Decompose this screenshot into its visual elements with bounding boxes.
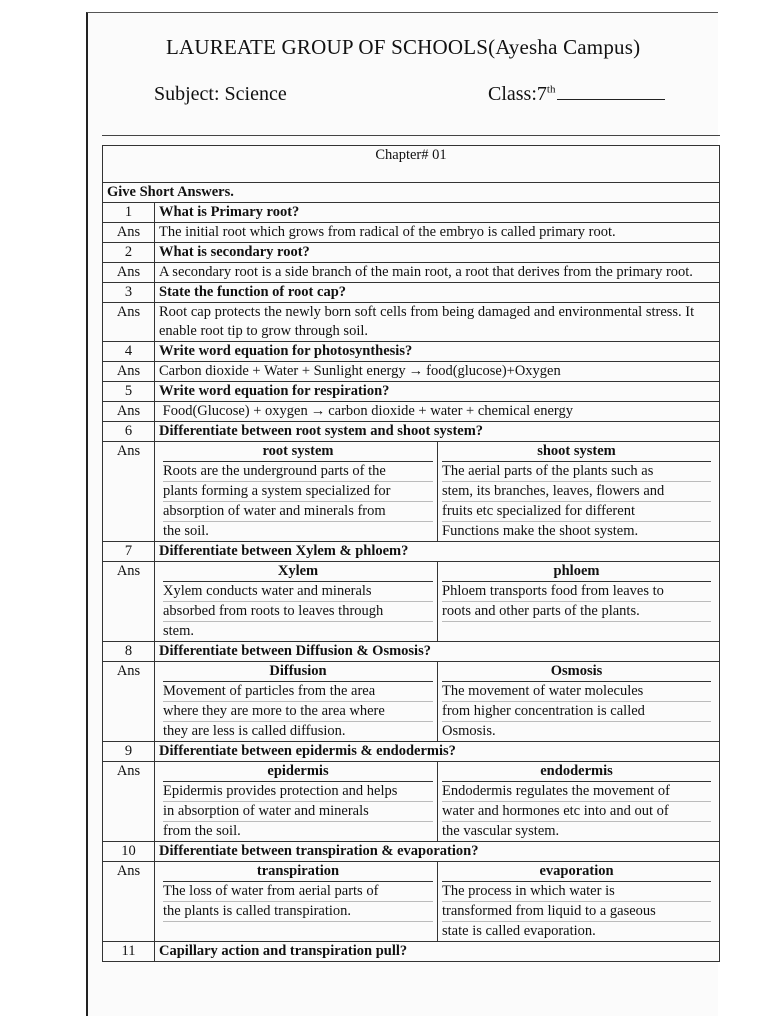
comparison-right-column — [437, 862, 715, 941]
comparison-right-heading: shoot system — [442, 442, 711, 462]
question-row — [103, 243, 720, 263]
comparison-line: stem. — [163, 623, 195, 639]
question-row — [103, 382, 720, 402]
comparison-table — [155, 862, 720, 942]
answer-text: The initial root which grows from radical of the embryo is called primary root. — [155, 223, 720, 243]
comparison-line — [442, 622, 711, 641]
comparison-left-column — [159, 762, 437, 841]
comparison-left-heading: epidermis — [163, 762, 433, 782]
comparison-table — [155, 662, 720, 742]
comparison-line: the soil. — [163, 523, 209, 539]
worksheet-page — [86, 12, 718, 1016]
answer-row — [103, 263, 720, 283]
comparison-line: Epidermis provides protection and helps — [163, 782, 433, 802]
answer-label: Ans — [103, 362, 155, 382]
comparison-line: Osmosis. — [442, 723, 496, 739]
comparison-line: plants forming a system specialized for — [163, 482, 433, 502]
answer-label: Ans — [103, 562, 155, 642]
equation-products: carbon dioxide + water + chemical energy — [328, 403, 573, 419]
question-number: 4 — [103, 342, 155, 362]
comparison-line: The loss of water from aerial parts of — [163, 882, 433, 902]
question-number: 2 — [103, 243, 155, 263]
class-blank-line — [557, 99, 665, 100]
question-text: Write word equation for respiration? — [155, 382, 720, 402]
comparison-right-heading: phloem — [442, 562, 711, 582]
answer-row — [103, 442, 720, 542]
comparison-line: Phloem transports food from leaves to — [442, 582, 711, 602]
question-text: What is secondary root? — [155, 243, 720, 263]
question-row — [103, 342, 720, 362]
answer-row — [103, 362, 720, 382]
question-row — [103, 422, 720, 442]
question-number: 11 — [103, 942, 155, 962]
answer-label: Ans — [103, 263, 155, 283]
answer-text: A secondary root is a side branch of the main root, a root that derives from the primary root. — [155, 263, 720, 283]
comparison-right-column — [437, 662, 715, 741]
answer-row — [103, 402, 720, 422]
equation — [155, 362, 720, 382]
school-name: LAUREATE GROUP OF SCHOOLS(Ayesha Campus) — [166, 35, 641, 59]
class-superscript: th — [546, 83, 556, 96]
header-divider — [102, 135, 720, 136]
question-number: 5 — [103, 382, 155, 402]
equation-reactants: Food(Glucose) + oxygen — [162, 403, 308, 419]
class-label — [488, 83, 665, 106]
comparison-table — [155, 442, 720, 542]
comparison-left-column — [159, 862, 437, 941]
answer-row — [103, 762, 720, 842]
comparison-line: from the soil. — [163, 823, 241, 839]
answer-label: Ans — [103, 762, 155, 842]
question-text: Differentiate between epidermis & endodermis? — [155, 742, 720, 762]
section-title: Give Short Answers. — [103, 183, 720, 203]
answer-label: Ans — [103, 442, 155, 542]
comparison-table — [155, 762, 720, 842]
comparison-right-column — [437, 762, 715, 841]
answer-row — [103, 223, 720, 243]
answer-row — [103, 562, 720, 642]
question-row — [103, 203, 720, 223]
question-row — [103, 542, 720, 562]
comparison-left-heading: transpiration — [163, 862, 433, 882]
question-number: 7 — [103, 542, 155, 562]
question-text: State the function of root cap? — [155, 283, 720, 303]
answer-text: Root cap protects the newly born soft cells from being damaged and environmental stress. It enable root tip to grow through soil. — [155, 303, 720, 342]
answer-label: Ans — [103, 223, 155, 243]
comparison-table — [155, 562, 720, 642]
arrow-icon: → — [408, 363, 424, 379]
question-row — [103, 642, 720, 662]
comparison-line: water and hormones etc into and out of — [442, 802, 711, 822]
comparison-left-column — [159, 562, 437, 641]
answer-label: Ans — [103, 662, 155, 742]
comparison-line: the plants is called transpiration. — [163, 902, 433, 922]
comparison-line: fruits etc specialized for different — [442, 502, 711, 522]
equation — [155, 402, 720, 422]
comparison-line: The movement of water molecules — [442, 682, 711, 702]
answer-row — [103, 862, 720, 942]
comparison-line: Functions make the shoot system. — [442, 523, 639, 539]
question-number: 9 — [103, 742, 155, 762]
subject-label: Subject: Science — [154, 83, 287, 105]
comparison-left-heading: Xylem — [163, 562, 433, 582]
question-text: Capillary action and transpiration pull? — [155, 942, 720, 962]
question-text: Write word equation for photosynthesis? — [155, 342, 720, 362]
question-number: 8 — [103, 642, 155, 662]
question-row — [103, 842, 720, 862]
comparison-left-heading: Diffusion — [163, 662, 433, 682]
comparison-line: The aerial parts of the plants such as — [442, 462, 711, 482]
comparison-line: state is called evaporation. — [442, 923, 596, 939]
question-number: 6 — [103, 422, 155, 442]
comparison-line: The process in which water is — [442, 882, 711, 902]
comparison-line: the vascular system. — [442, 823, 560, 839]
answer-label: Ans — [103, 303, 155, 342]
comparison-right-heading: endodermis — [442, 762, 711, 782]
comparison-line: Movement of particles from the area — [163, 682, 433, 702]
comparison-line: stem, its branches, leaves, flowers and — [442, 482, 711, 502]
qa-table — [102, 145, 720, 962]
comparison-line — [163, 922, 433, 941]
comparison-line: roots and other parts of the plants. — [442, 602, 711, 622]
answer-row — [103, 662, 720, 742]
question-number: 1 — [103, 203, 155, 223]
question-row — [103, 283, 720, 303]
comparison-line: where they are more to the area where — [163, 702, 433, 722]
comparison-line: Roots are the underground parts of the — [163, 462, 433, 482]
comparison-line: in absorption of water and minerals — [163, 802, 433, 822]
question-text: What is Primary root? — [155, 203, 720, 223]
question-text: Differentiate between root system and shoot system? — [155, 422, 720, 442]
comparison-left-column — [159, 442, 437, 541]
question-row — [103, 742, 720, 762]
comparison-right-column — [437, 442, 715, 541]
comparison-line: Xylem conducts water and minerals — [163, 582, 433, 602]
comparison-right-column — [437, 562, 715, 641]
question-text: Differentiate between transpiration & evaporation? — [155, 842, 720, 862]
comparison-line: absorption of water and minerals from — [163, 502, 433, 522]
answer-row — [103, 303, 720, 342]
answer-label: Ans — [103, 862, 155, 942]
comparison-left-column — [159, 662, 437, 741]
class-text: Class:7 — [488, 83, 547, 105]
comparison-line: from higher concentration is called — [442, 702, 711, 722]
equation-reactants: Carbon dioxide + Water + Sunlight energy — [159, 363, 406, 379]
comparison-right-heading: Osmosis — [442, 662, 711, 682]
equation-products: food(glucose)+Oxygen — [426, 363, 561, 379]
comparison-line: Endodermis regulates the movement of — [442, 782, 711, 802]
question-row — [103, 942, 720, 962]
comparison-left-heading: root system — [163, 442, 433, 462]
question-text: Differentiate between Xylem & phloem? — [155, 542, 720, 562]
comparison-line: transformed from liquid to a gaseous — [442, 902, 711, 922]
comparison-line: they are less is called diffusion. — [163, 723, 346, 739]
comparison-right-heading: evaporation — [442, 862, 711, 882]
answer-label: Ans — [103, 402, 155, 422]
arrow-icon: → — [310, 403, 326, 419]
question-number: 3 — [103, 283, 155, 303]
question-number: 10 — [103, 842, 155, 862]
comparison-line: absorbed from roots to leaves through — [163, 602, 433, 622]
chapter-title: Chapter# 01 — [103, 146, 720, 183]
question-text: Differentiate between Diffusion & Osmosis? — [155, 642, 720, 662]
